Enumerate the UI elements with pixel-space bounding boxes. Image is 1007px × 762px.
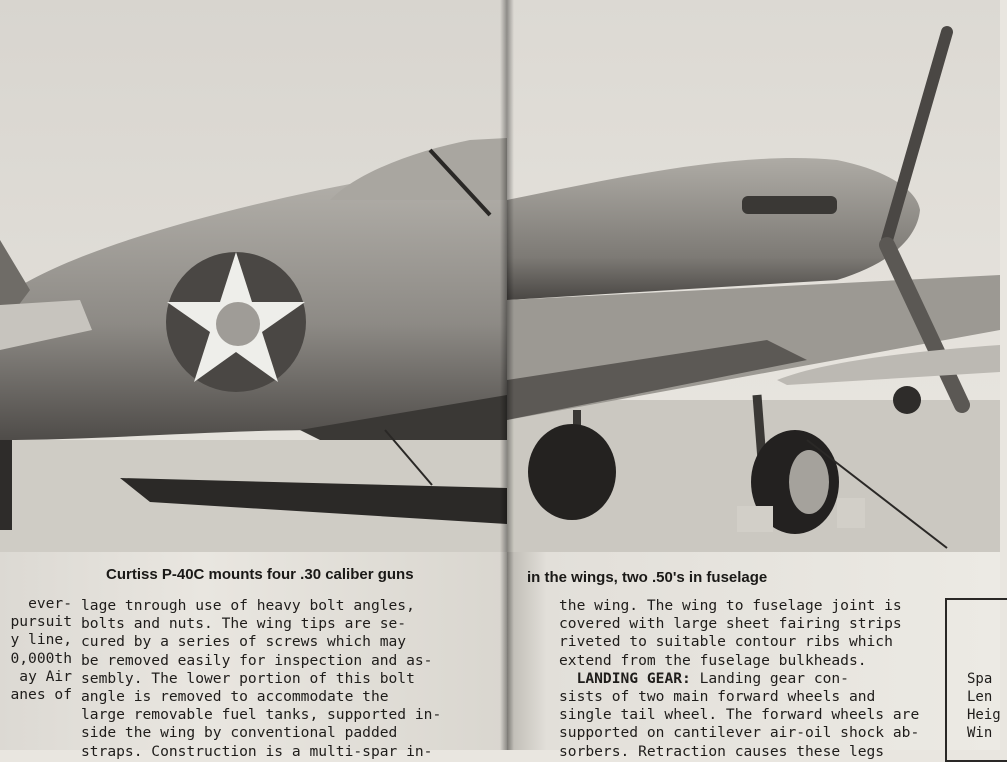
text-line: riveted to suitable contour ribs which <box>559 633 893 651</box>
tail-wheel <box>0 440 12 530</box>
spec-label: Spa <box>967 671 993 687</box>
left-main-wheel <box>528 424 616 520</box>
right-caption: in the wings, two .50's in fuselage <box>527 569 768 586</box>
text-line: pursuit <box>10 613 72 631</box>
text-line: single tail wheel. The forward wheels are <box>559 706 920 724</box>
spec-label: Heig <box>967 707 1001 723</box>
text-line: straps. Construction is a multi-spar in- <box>81 742 433 760</box>
right-page <box>507 0 1001 760</box>
text-line: side the wing by conventional padded <box>81 724 398 742</box>
p40-nose-photo <box>507 0 1000 552</box>
text-line: 0,000th <box>10 649 72 667</box>
text-line: ever- <box>28 595 72 612</box>
text-line: sembly. The lower portion of this bolt <box>81 669 415 687</box>
text-line: anes of <box>10 686 72 704</box>
text-line: lage tnrough use of heavy bolt angles, <box>81 597 415 614</box>
exhaust-stacks <box>742 196 837 214</box>
text-line: extend from the fuselage bulkheads. <box>559 651 867 669</box>
text-line: supported on cantilever air-oil shock ab- <box>559 724 920 742</box>
right-photo <box>507 0 1000 552</box>
text-line <box>559 670 949 688</box>
text-line: sorbers. Retraction causes these legs <box>559 742 885 760</box>
text-line: angle is removed to accommodate the <box>81 688 389 706</box>
p40-fuselage-photo <box>0 0 507 552</box>
text-line: large removable fuel tanks, supported in- <box>81 706 442 724</box>
text-line: y line, <box>10 631 72 649</box>
spec-label: Len <box>967 689 993 705</box>
left-photo <box>0 0 507 552</box>
right-body-column <box>559 597 949 761</box>
cut-off-column <box>0 595 72 704</box>
text-line: sists of two main forward wheels and <box>559 688 876 706</box>
text-line: bolts and nuts. The wing tips are se- <box>81 615 407 633</box>
left-body-column <box>81 597 501 761</box>
book-gutter <box>500 0 514 750</box>
text-line: be removed easily for inspection and as- <box>81 651 433 669</box>
text-line: covered with large sheet fairing strips <box>559 615 902 633</box>
specs-sidebox <box>945 598 1007 762</box>
text-line: cured by a series of screws which may <box>81 633 407 651</box>
text-line: the wing. The wing to fuselage joint is <box>559 597 902 614</box>
section-line: Landing gear con- <box>690 669 849 687</box>
left-caption: Curtiss P-40C mounts four .30 caliber guns <box>106 566 414 583</box>
section-heading: LANDING GEAR: <box>576 669 691 687</box>
text-line: ay Air <box>19 667 72 685</box>
spec-label: Win <box>967 725 993 741</box>
